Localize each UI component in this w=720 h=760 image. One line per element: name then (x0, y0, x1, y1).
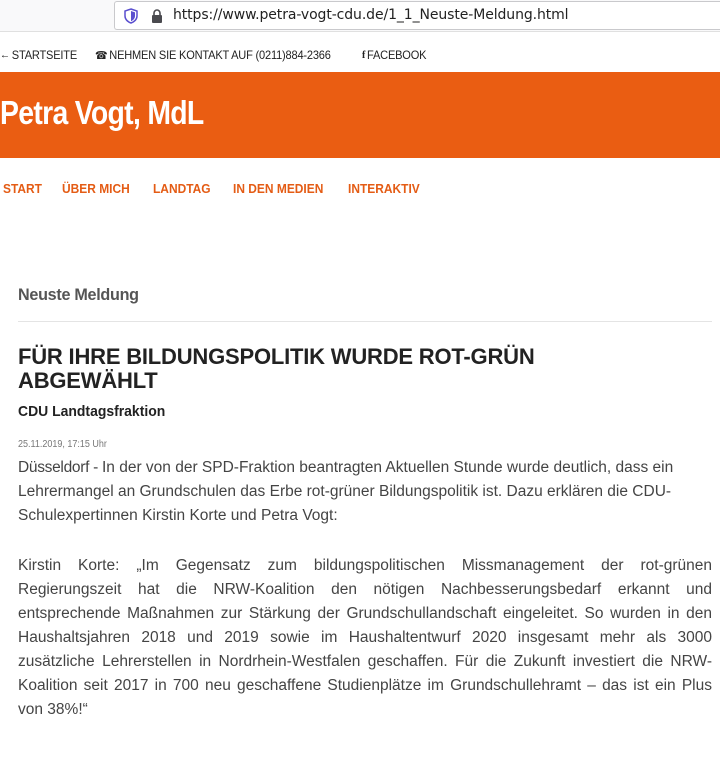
address-bar[interactable] (114, 1, 720, 30)
contact-link[interactable] (95, 48, 331, 62)
site-title[interactable]: Petra Vogt, MdL (0, 94, 204, 131)
nav-item-landtag[interactable]: LANDTAG (153, 181, 211, 196)
top-links-bar (0, 47, 443, 63)
browser-toolbar (0, 0, 720, 32)
article-paragraph-1-text: In der von der SPD-Fraktion beantragten Aktuellen Stunde wurde deutlich, dass ein Lehrermangel an Grundschulen das Erbe rot-grüner Bildungspolitik ist. Dazu erklären die CDU-Schulexpertinnen Kirstin Korte und Petra Vogt: (18, 459, 674, 524)
article-paragraph-2: Kirstin Korte: „Im Gegensatz zum bildungspolitischen Missmanagement der rot-grünen Regierungszeit hat die NRW-Koalition den nötigen Nachbesserungsbedarf erkannt und entsprechende Maßnahmen zur Stärkung der Grundschullandschaft eingeleitet. So wurden in den Haushaltsjahren 2018 und 2019 sowie im Haushaltentwurf 2020 insgesamt mehr als 3000 zusätzliche Lehrerstellen in Nordrhein-Westfalen geschaffen. Für die Zukunft investiert die NRW-Koalition seit 2017 in 700 neu geschaffene Studienplätze im Grundschullehramt – das ist ein Plus von 38%!“ (18, 557, 712, 718)
section-title: Neuste Meldung (18, 285, 139, 304)
nav-item-start[interactable]: START (3, 181, 42, 196)
article-datetime: 25.11.2019, 17:15 Uhr (18, 439, 107, 450)
phone-icon: ☎ (94, 49, 108, 62)
facebook-icon: f (361, 49, 366, 61)
article-location: Düsseldorf - (18, 459, 102, 476)
nav-item-interaktiv[interactable]: INTERAKTIV (347, 181, 420, 196)
nav-item-ueber-mich[interactable]: ÜBER MICH (62, 181, 131, 196)
home-link[interactable] (0, 48, 77, 62)
article-subheadline: CDU Landtagsfraktion (18, 403, 166, 420)
lock-icon[interactable] (149, 8, 165, 24)
nav-item-in-den-medien[interactable]: IN DEN MEDIEN (232, 181, 324, 196)
tracking-protection-shield-icon[interactable] (123, 8, 139, 24)
facebook-link[interactable] (362, 48, 426, 62)
url-text[interactable]: https://www.petra-vogt-cdu.de/1_1_Neuste-Meldung.html (173, 7, 569, 23)
article-paragraph-1 (18, 456, 712, 528)
article-headline: FÜR IHRE BILDUNGSPOLITIK WURDE ROT-GRÜN ABGEWÄHLT (18, 344, 535, 393)
arrow-left-icon: ← (0, 49, 10, 61)
facebook-link-label: FACEBOOK (366, 48, 427, 62)
home-link-label: STARTSEITE (11, 48, 78, 62)
section-divider (18, 321, 712, 322)
main-nav (3, 181, 443, 196)
contact-link-label: NEHMEN SIE KONTAKT AUF (0211)884-2366 (108, 48, 331, 62)
